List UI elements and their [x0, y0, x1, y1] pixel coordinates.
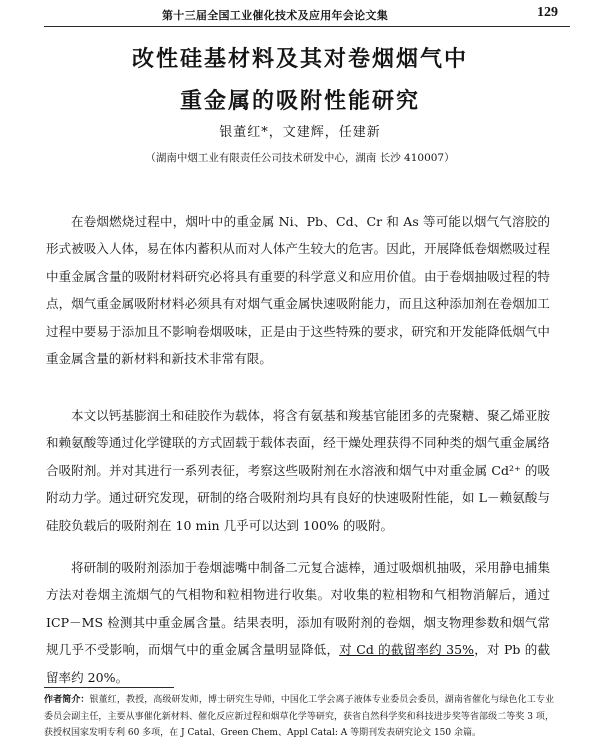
- author-affiliation: （湖南中烟工业有限责任公司技术研发中心，湖南 长沙 410007）: [145, 152, 455, 164]
- article-title-line-1: 改性硅基材料及其对卷烟烟气中: [131, 47, 468, 72]
- paragraph-3-tail: ，对 Pb 的截留率约 20%。: [46, 642, 550, 685]
- page-number: 129: [537, 5, 558, 20]
- author-list: 银董红*，文建辉，任建新: [219, 125, 381, 140]
- body-paragraph-2: 本文以钙基膨润土和硅胶作为载体，将含有氨基和羧基官能团多的壳聚糖、聚乙烯亚胺和赖氨酸等通过化学键联的方式固载于载体表面，经干燥处理获得不同种类的烟气重金属络合吸附剂。并对其进行一系列表征，考察这些吸附剂在水溶液和烟气中对重金属 Cd²⁺ 的吸附动力学。通过研究发现，研制的络合吸附剂均具有良好的快速吸附性能，如 L－赖氨酸与硅胶负载后的吸附剂在 10 min 几乎可以达到 100% 的吸附。: [46, 408, 550, 533]
- author-bio-footnote: [44, 692, 554, 742]
- running-header: [44, 2, 570, 27]
- body-paragraph-1: 在卷烟燃烧过程中，烟叶中的重金属 Ni、Pb、Cd、Cr 和 As 等可能以烟气气溶胶的形式被吸入人体，易在体内蓄积从而对人体产生较大的危害。因此，开展降低卷烟燃吸过程中重金属含量的吸附材料研究必将具有重要的科学意义和应用价值。由于卷烟抽吸过程的特点，烟气重金属吸附材料必须具有对烟气重金属快速吸附能力，而且这种添加剂在卷烟加工过程中要易于添加且不影响卷烟吸味，正是由于这些特殊的要求，研究和开发能降低烟气中重金属含量的新材料和新技术非常有限。: [46, 214, 550, 367]
- author-bio-label: 作者简介：: [44, 695, 90, 705]
- paragraph-3-text: 将研制的吸附剂添加于卷烟滤嘴中制备二元复合滤棒，通过吸烟机抽吸，采用静电捕集方法对卷烟主流烟气的气相物和粒相物进行收集。对收集的粒相物和气相物消解后，通过 ICP－MS 检测其中重金属含量。结果表明，添加有吸附剂的卷烟，烟支物理参数和烟气常规几乎不受影响，而烟气中的重金属含量明显降低，: [46, 560, 550, 658]
- footnote-divider: [44, 687, 174, 688]
- cd-retention-underlined: 对 Cd 的截留率约 35%: [339, 642, 475, 658]
- article-title-line-2: 重金属的吸附性能研究: [179, 89, 420, 114]
- running-title: 第十三届全国工业催化技术及应用年会论文集: [162, 9, 388, 22]
- body-paragraph-3: [46, 554, 550, 691]
- author-bio-text: 银董红，教授，高级研发师，博士研究生导师，中国化工学会离子液体专业委员会委员，湖南省催化与绿色化工专业委员会副主任，主要从事催化新材料、催化反应新过程和烟草化学等研究，获省自然科学奖和科技进步奖等省部级二等奖 3 项，获授权国家发明专利 60 多项，在 J Catal、Green Chem、Appl Catal: A 等期刊发表研究论文 150 余篇。: [44, 695, 554, 738]
